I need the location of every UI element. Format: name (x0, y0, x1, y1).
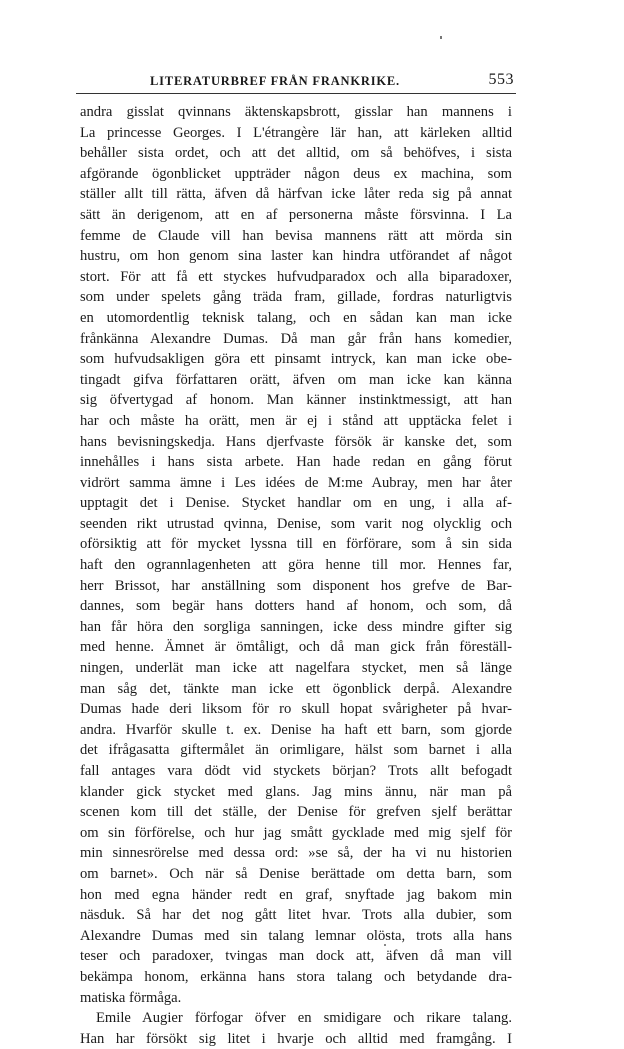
text-line: Han har försökt sig litet i hvarje och alltid med framgång. I (80, 1030, 512, 1047)
text-line: om sin förförelse, och hur jag smått gycklade med mig sjelf för (80, 824, 512, 841)
text-line: oförsiktig att för mycket lyssna till en förförare, som å sin sida (80, 536, 512, 553)
text-line: som hufvudsakligen göra ett pinsamt intryck, kan man icke obe- (80, 351, 512, 368)
running-title: LITERATURBREF FRÅN FRANKRIKE. (150, 74, 400, 88)
text-line: Dumas hade deri liksom för ro skull hopat svårigheter på hvar- (80, 701, 512, 718)
text-line: Emile Augier förfogar öfver en smidigare och rikare talang. (96, 1010, 512, 1027)
text-line: dannes, som begär hans dotters hand af honom, och som, då (80, 598, 512, 615)
text-line: haft den ogrannlagenheten att göra henne till mor. Hennes far, (80, 557, 512, 574)
text-line: fall antages vara dödt vid styckets början? Trots allt befogadt (80, 763, 512, 779)
text-line: femme de Claude vill han bevisa mannens rätt att mörda sin (80, 227, 512, 244)
text-line: frånkänna Alexandre Dumas. Då man går från hans komedier, (80, 330, 512, 347)
text-line: tingadt gifva författaren orätt, äfven om man icke kan känna (80, 371, 512, 388)
text-line: han får höra den sorgliga sanningen, icke dess mindre gifter sig (80, 618, 512, 635)
text-line: klander gick stycket med glans. Jag mins ännu, när man på (80, 783, 512, 800)
text-line: scenen kom till det ställe, der Denise för grefven sjelf berättar (80, 804, 512, 821)
text-line: en utomordentlig teknisk talang, och en sådan kan man icke (80, 309, 512, 326)
text-line: ningen, underlät man icke att nagelfara stycket, men så länge (80, 660, 512, 677)
text-line: om barnet». Och när så Denise berättade om detta barn, som (80, 865, 512, 882)
running-header (76, 71, 516, 94)
text-line: näsduk. Så har det nog gått litet hvar. Trots alla dubier, som (80, 907, 512, 924)
ink-speck (384, 944, 386, 946)
text-line: man såg det, tänkte man icke ett ögonblick derpå. Alexandre (80, 680, 512, 697)
text-line: behåller sista ordet, och att det alltid, om så behöfves, i sista (80, 145, 512, 162)
text-line: med henne. Ämnet är ömtåligt, och då man gick från föreställ- (80, 639, 512, 656)
text-line: La princesse Georges. I L'étrangère lär han, att kärleken alltid (80, 124, 512, 141)
text-line: som under spelets gång träda fram, gillade, fordras naturligtvis (80, 289, 512, 306)
text-line: andra gisslat qvinnans äktenskapsbrott, gisslar han mannens i (80, 104, 512, 120)
page-number: 553 (488, 71, 514, 88)
ink-speck (440, 36, 442, 39)
text-line: teser och paradoxer, tvingas man dock att, äfven då man vill (80, 948, 512, 965)
text-line: stort. För att få ett styckes hufvudparadox och alla biparadoxer, (80, 268, 512, 285)
text-line: hustru, om hon genom sina laster kan hindra utförandet af något (80, 248, 512, 265)
text-line: matiska förmåga. (80, 989, 182, 1006)
text-line: innehålles i hans sista arbete. Han hade redan en gång förut (80, 454, 512, 471)
text-line: Alexandre Dumas med sin talang lemnar olösta, trots alla hans (80, 927, 512, 944)
text-line: seenden rikt utrustad qvinna, Denise, som varit nog olycklig och (80, 515, 512, 532)
text-line: sätt än derigenom, att en af personerna måste försvinna. I La (80, 206, 512, 223)
body-text (80, 102, 512, 1049)
text-line: andra. Hvarför skulle t. ex. Denise ha haft ett barn, som gjorde (80, 721, 512, 738)
text-line: vidrört samma ämne i Les idées de M:me Aubray, men har åter (80, 474, 512, 491)
text-line: hon med egna händer redt en graf, snyftade jag bakom min (80, 886, 512, 903)
text-line: afgörande ögonblicket uppträder någon deus ex machina, som (80, 165, 512, 182)
text-line: har och måste ha orätt, men är ej i stånd att upptäcka felet i (80, 412, 512, 429)
text-line: min sinnesrörelse med dessa ord: »se så, der ha vi nu historien (80, 845, 512, 862)
text-line: sig öfvertygad af honom. Man känner instinktmessigt, att han (80, 392, 512, 409)
text-line: hans bevisningskedja. Hans djerfvaste försök är kanske det, som (80, 433, 512, 450)
text-line: ställer allt till rätta, äfven då härfvan icke låter reda sig på annat (80, 186, 512, 203)
text-line: herr Brissot, har anställning som disponent hos grefve de Bar- (80, 577, 512, 594)
text-line: det ifrågasatta giftermålet än orimligare, hälst som barnet i alla (80, 742, 512, 759)
text-line: bekämpa honom, erkänna hans stora talang och betydande dra- (80, 968, 512, 985)
text-line: upptagit det i Denise. Stycket handlar om en ung, i alla af- (80, 495, 512, 512)
